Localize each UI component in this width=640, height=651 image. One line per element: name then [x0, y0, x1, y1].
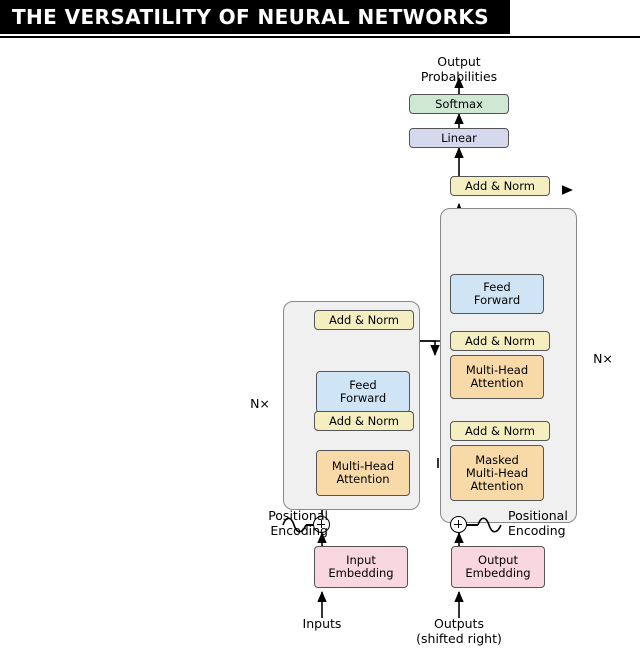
encoder-feed-forward[interactable] [316, 371, 410, 413]
decoder-feed-forward-label-1: Feed [483, 280, 511, 294]
encoder-add-norm-bottom-label: Add & Norm [329, 413, 399, 428]
positional-encoding-right-line2: Encoding [508, 523, 566, 538]
encoder-add-norm-top-label: Add & Norm [329, 312, 399, 327]
decoder-masked-multi-head-attention[interactable] [450, 445, 544, 501]
positional-encoding-left-line2: Encoding [270, 523, 328, 538]
encoder-feed-forward-label-1: Feed [349, 378, 377, 392]
output-probabilities-line1: Output [437, 54, 481, 69]
decoder-feed-forward-label-2: Forward [473, 293, 521, 307]
encoder-feed-forward-label-2: Forward [339, 391, 387, 405]
outputs-line1: Outputs [434, 616, 484, 631]
decoder-masked-label-1: Masked [475, 452, 519, 467]
decoder-add-norm-top[interactable] [450, 176, 550, 196]
sine-connector-right [467, 524, 478, 526]
header-banner [0, 0, 510, 34]
encoder-multi-head-label-2: Attention [336, 472, 390, 486]
page-title: THE VERSATILITY OF NEURAL NETWORKS [12, 5, 490, 29]
input-embedding-label-1: Input [346, 553, 376, 567]
input-embedding-label-2: Embedding [328, 566, 394, 580]
decoder-multi-head-label-1: Multi-Head [465, 363, 529, 377]
decoder-add-norm-bottom-label: Add & Norm [465, 423, 535, 438]
output-probabilities-line2: Probabilities [420, 69, 498, 84]
output-embedding[interactable] [451, 546, 545, 588]
output-embedding-label-1: Output [478, 553, 518, 567]
input-embedding[interactable] [314, 546, 408, 588]
decoder-masked-label-3: Attention [470, 478, 524, 493]
decoder-add-norm-mid-label: Add & Norm [465, 333, 535, 348]
encoder-multi-head-label-1: Multi-Head [331, 459, 395, 473]
decoder-masked-label-2: Multi-Head [465, 465, 529, 480]
positional-encoding-left-label [228, 508, 328, 538]
softmax-label: Softmax [435, 96, 483, 111]
decoder-add-norm-mid[interactable] [450, 331, 550, 351]
encoder-add-norm-bottom[interactable] [314, 411, 414, 431]
positional-add-right [450, 516, 467, 533]
outputs-line2: (shifted right) [416, 631, 502, 646]
sine-wave-icon-right [477, 515, 503, 535]
positional-encoding-right-line1: Positional [508, 508, 568, 523]
encoder-multi-head-attention[interactable] [316, 450, 410, 496]
output-embedding-label-2: Embedding [465, 566, 531, 580]
decoder-multi-head-label-2: Attention [470, 376, 524, 390]
nx-decoder-label: N× [593, 351, 613, 366]
positional-encoding-left-line1: Positional [268, 508, 328, 523]
decoder-feed-forward[interactable] [450, 274, 544, 314]
nx-encoder-label: N× [250, 396, 270, 411]
encoder-add-norm-top[interactable] [314, 310, 414, 330]
linear-label: Linear [441, 130, 477, 145]
positional-encoding-right-label [508, 508, 618, 538]
decoder-multi-head-attention[interactable] [450, 355, 544, 399]
softmax-node[interactable] [409, 94, 509, 114]
decoder-add-norm-bottom[interactable] [450, 421, 550, 441]
outputs-label [409, 616, 509, 646]
linear-node[interactable] [409, 128, 509, 148]
inputs-label: Inputs [302, 616, 342, 631]
output-probabilities-label [399, 54, 519, 84]
transformer-diagram [0, 38, 640, 651]
decoder-add-norm-top-label: Add & Norm [465, 178, 535, 193]
